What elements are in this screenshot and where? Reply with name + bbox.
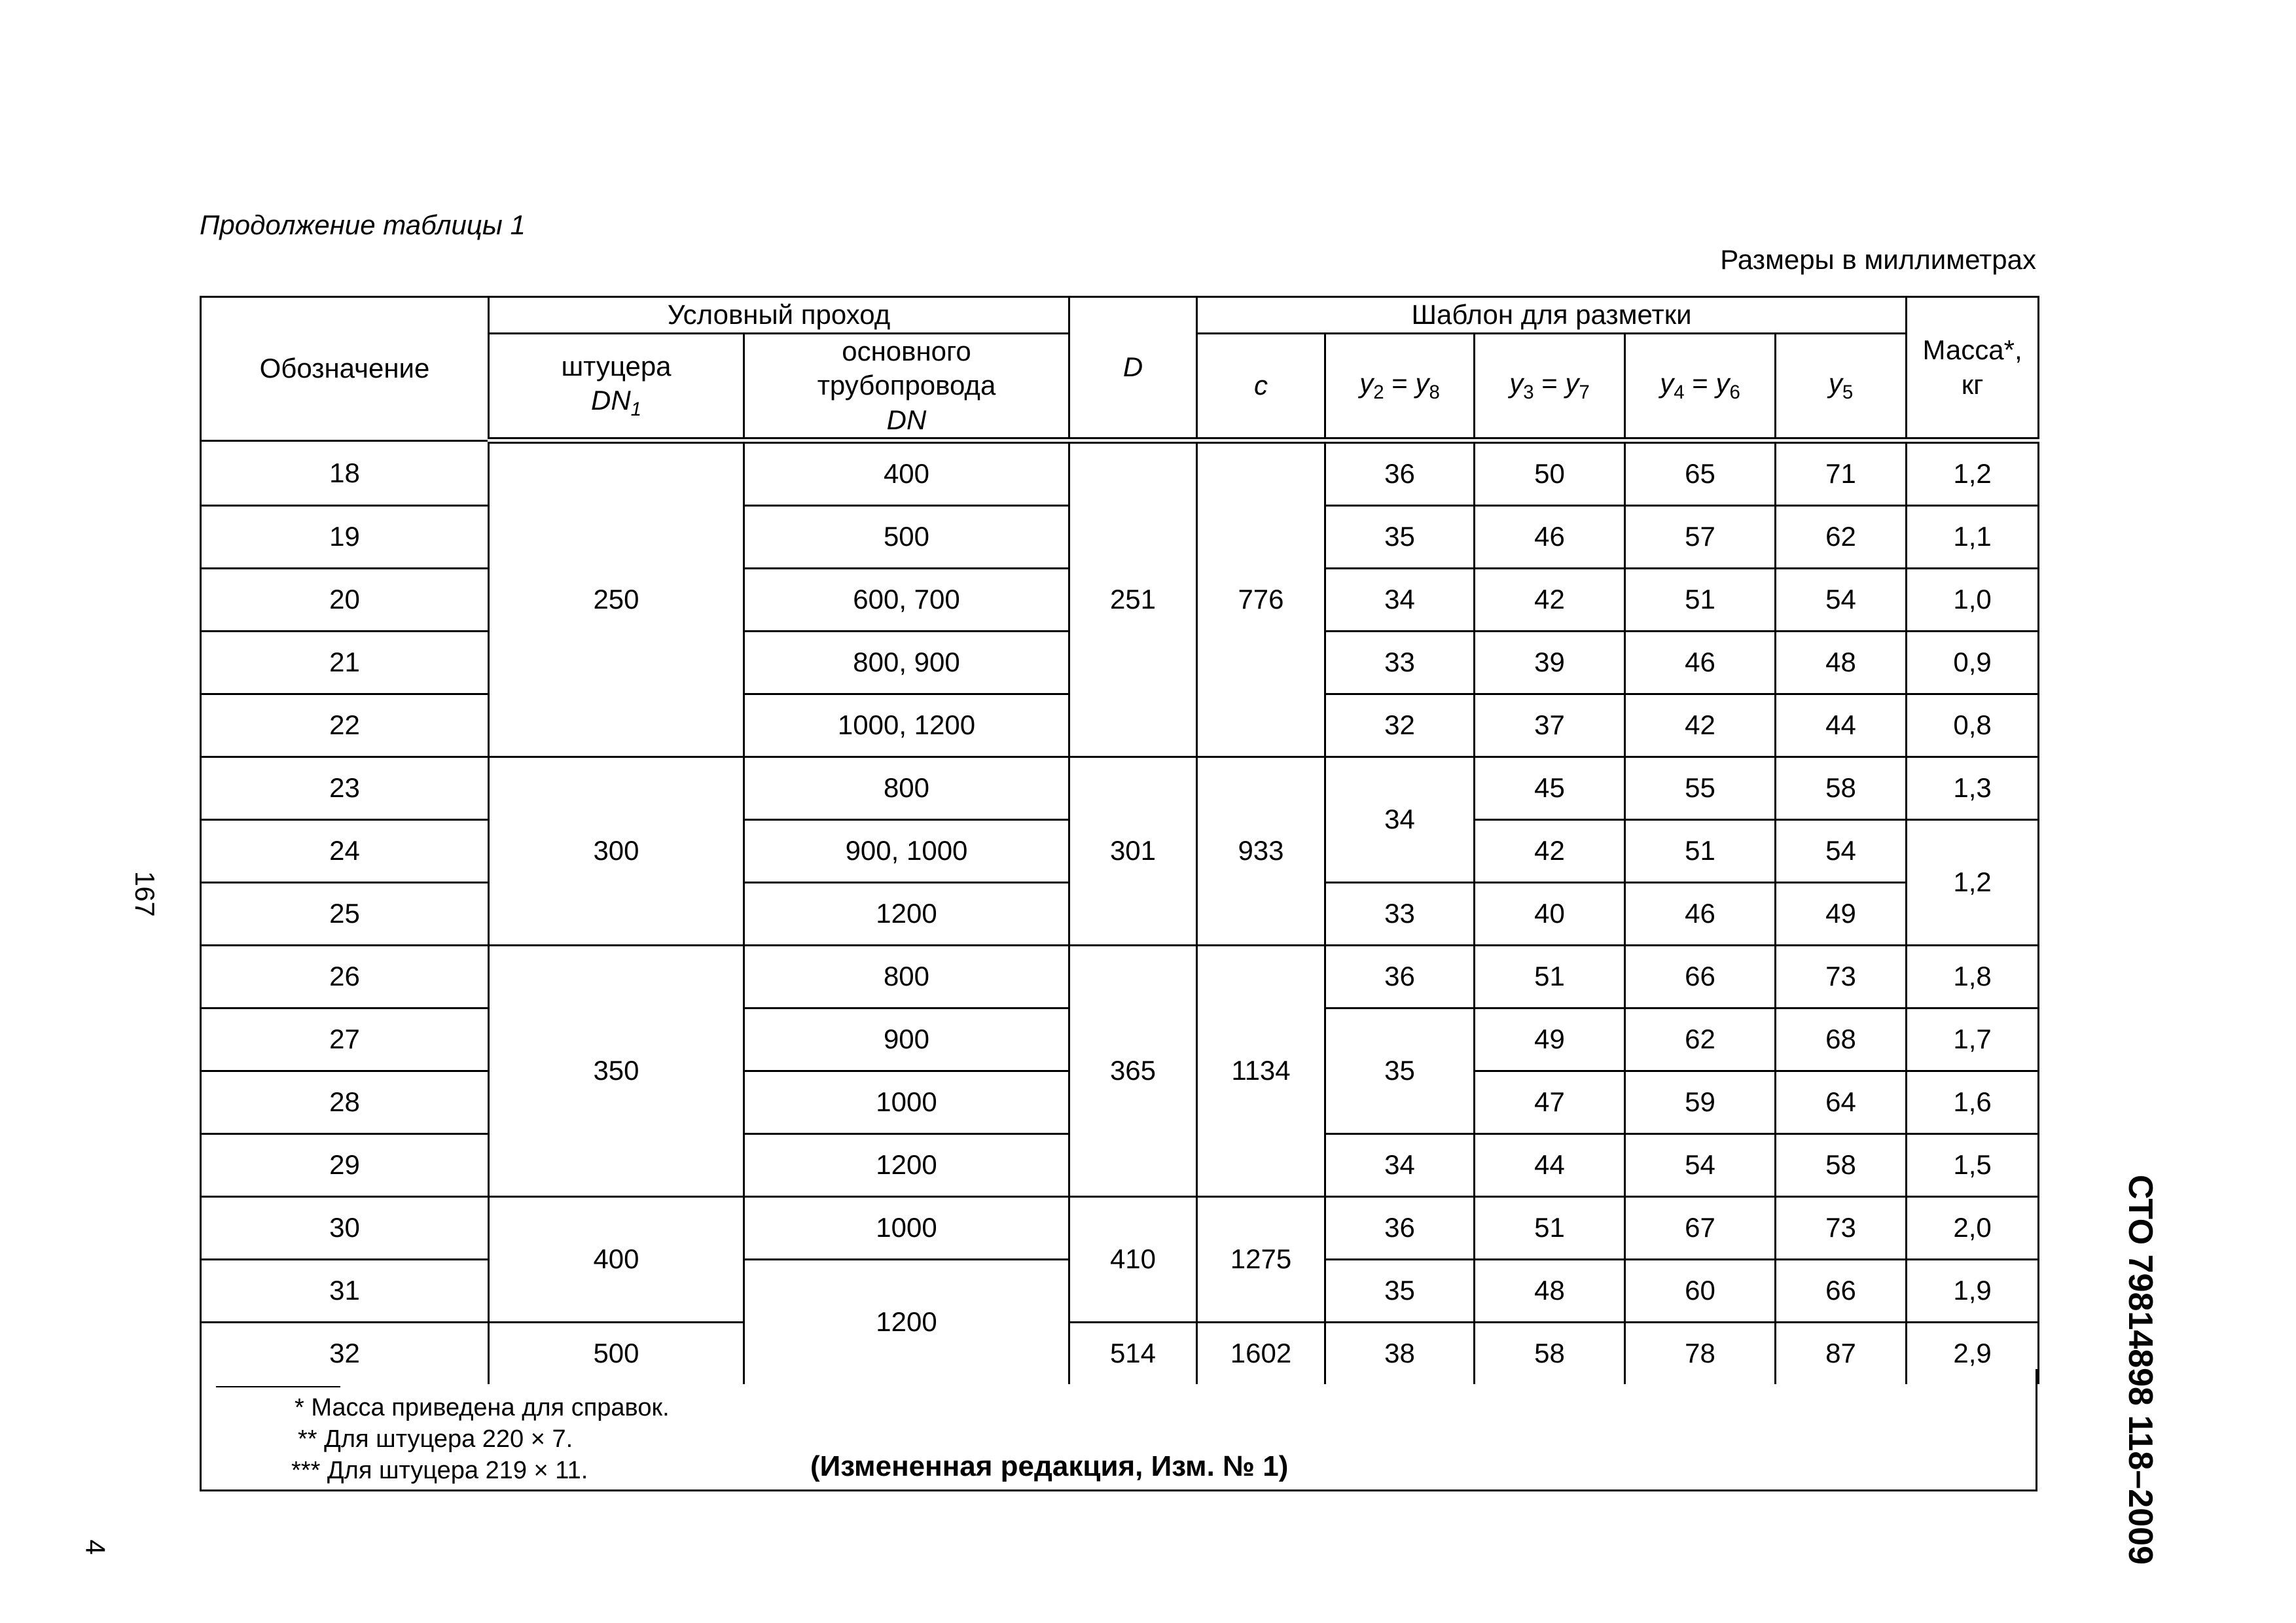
cell-y5: 66: [1776, 1260, 1907, 1323]
header-mass: Масса*, кг: [1907, 297, 2039, 441]
cell-y5: 64: [1776, 1071, 1907, 1134]
cell-y3: 50: [1475, 440, 1625, 506]
header-y5: $y_5$: [1776, 333, 1907, 440]
cell-y3: 51: [1475, 1197, 1625, 1260]
cell-y3: 46: [1475, 506, 1625, 569]
header-fitting: штуцера $DN_1$: [489, 333, 744, 440]
cell-dn: 1000, 1200: [744, 694, 1069, 757]
cell-mass: 1,2: [1907, 820, 2039, 946]
cell-D: 410: [1069, 1197, 1197, 1323]
cell-y3: 49: [1475, 1008, 1625, 1071]
cell-designation: 32: [201, 1323, 489, 1385]
bottom-page-number: 4: [80, 1539, 111, 1555]
cell-y2: 35: [1325, 506, 1475, 569]
header-D: D: [1069, 297, 1197, 441]
cell-y5: 62: [1776, 506, 1907, 569]
cell-y4: 42: [1625, 694, 1776, 757]
table-row: [201, 757, 2039, 820]
dimensions-table: [200, 296, 2039, 1384]
header-y3-y7: $y_3 = y_7$: [1475, 333, 1625, 440]
cell-y3: 42: [1475, 569, 1625, 632]
cell-c: 1602: [1197, 1323, 1325, 1385]
cell-y3: 42: [1475, 820, 1625, 883]
cell-dn: 600, 700: [744, 569, 1069, 632]
cell-mass: 0,9: [1907, 632, 2039, 694]
cell-y5: 54: [1776, 820, 1907, 883]
cell-dn1: 350: [489, 946, 744, 1197]
cell-dn1: 250: [489, 440, 744, 757]
cell-dn1: 300: [489, 757, 744, 946]
cell-mass: 2,9: [1907, 1323, 2039, 1385]
cell-y4: 78: [1625, 1323, 1776, 1385]
cell-mass: 1,1: [1907, 506, 2039, 569]
cell-D: 365: [1069, 946, 1197, 1197]
footnotes-box: [200, 1369, 2037, 1491]
cell-mass: 0,8: [1907, 694, 2039, 757]
cell-y4: 54: [1625, 1134, 1776, 1197]
cell-y2: 33: [1325, 632, 1475, 694]
cell-y2: 35: [1325, 1260, 1475, 1323]
cell-y5: 58: [1776, 1134, 1907, 1197]
cell-y3: 40: [1475, 883, 1625, 946]
cell-y4: 59: [1625, 1071, 1776, 1134]
cell-y2: 36: [1325, 440, 1475, 506]
footnote-rule: [216, 1386, 340, 1387]
cell-y5: 48: [1776, 632, 1907, 694]
header-c: c: [1197, 333, 1325, 440]
cell-designation: 22: [201, 694, 489, 757]
cell-c: 1134: [1197, 946, 1325, 1197]
cell-designation: 24: [201, 820, 489, 883]
cell-y2: 32: [1325, 694, 1475, 757]
cell-dn: 1000: [744, 1071, 1069, 1134]
cell-y3: 48: [1475, 1260, 1625, 1323]
cell-y5: 71: [1776, 440, 1907, 506]
cell-c: 776: [1197, 440, 1325, 757]
header-pipeline: основного трубопровода DN: [744, 333, 1069, 440]
cell-y4: 46: [1625, 883, 1776, 946]
cell-D: 301: [1069, 757, 1197, 946]
cell-dn: 1200: [744, 1260, 1069, 1385]
cell-dn: 1000: [744, 1197, 1069, 1260]
cell-y5: 73: [1776, 1197, 1907, 1260]
cell-y3: 39: [1475, 632, 1625, 694]
cell-y5: 49: [1776, 883, 1907, 946]
cell-dn: 400: [744, 440, 1069, 506]
cell-y2: 34: [1325, 757, 1475, 883]
cell-mass: 1,2: [1907, 440, 2039, 506]
cell-dn1: 400: [489, 1197, 744, 1323]
cell-dn: 800, 900: [744, 632, 1069, 694]
cell-dn1: 500: [489, 1323, 744, 1385]
cell-dn: 1200: [744, 883, 1069, 946]
header-designation: Обозначение: [201, 297, 489, 441]
cell-c: 1275: [1197, 1197, 1325, 1323]
cell-mass: 1,6: [1907, 1071, 2039, 1134]
cell-mass: 1,0: [1907, 569, 2039, 632]
cell-y4: 57: [1625, 506, 1776, 569]
cell-y4: 65: [1625, 440, 1776, 506]
cell-designation: 31: [201, 1260, 489, 1323]
header-nominal-bore: Условный проход: [489, 297, 1069, 334]
side-page-number: 167: [130, 870, 161, 918]
cell-designation: 28: [201, 1071, 489, 1134]
cell-designation: 18: [201, 440, 489, 506]
cell-mass: 1,7: [1907, 1008, 2039, 1071]
cell-y5: 73: [1776, 946, 1907, 1008]
cell-y3: 47: [1475, 1071, 1625, 1134]
cell-mass: 1,8: [1907, 946, 2039, 1008]
cell-y5: 58: [1776, 757, 1907, 820]
cell-y5: 68: [1776, 1008, 1907, 1071]
cell-designation: 21: [201, 632, 489, 694]
cell-y4: 60: [1625, 1260, 1776, 1323]
cell-y2: 36: [1325, 1197, 1475, 1260]
cell-mass: 1,3: [1907, 757, 2039, 820]
cell-y3: 51: [1475, 946, 1625, 1008]
units-note: Размеры в миллиметрах: [1720, 244, 2036, 275]
table-row: [201, 440, 2039, 506]
cell-designation: 30: [201, 1197, 489, 1260]
cell-y2: 33: [1325, 883, 1475, 946]
cell-y2: 36: [1325, 946, 1475, 1008]
cell-designation: 25: [201, 883, 489, 946]
cell-y5: 87: [1776, 1323, 1907, 1385]
cell-designation: 23: [201, 757, 489, 820]
cell-y4: 51: [1625, 569, 1776, 632]
header-y4-y6: $y_4 = y_6$: [1625, 333, 1776, 440]
table-row: [201, 1197, 2039, 1260]
cell-y4: 66: [1625, 946, 1776, 1008]
cell-dn: 500: [744, 506, 1069, 569]
cell-y2: 35: [1325, 1008, 1475, 1134]
cell-designation: 26: [201, 946, 489, 1008]
cell-D: 514: [1069, 1323, 1197, 1385]
footnote-fitting-219: *** Для штуцера 219 × 11.: [291, 1457, 588, 1484]
cell-dn: 800: [744, 946, 1069, 1008]
cell-y4: 55: [1625, 757, 1776, 820]
cell-c: 933: [1197, 757, 1325, 946]
cell-y2: 34: [1325, 1134, 1475, 1197]
cell-y4: 67: [1625, 1197, 1776, 1260]
footnote-mass: * Масса приведена для справок.: [295, 1394, 670, 1421]
amendment-note: (Измененная редакция, Изм. № 1): [810, 1450, 1289, 1482]
cell-designation: 20: [201, 569, 489, 632]
cell-designation: 29: [201, 1134, 489, 1197]
cell-y2: 34: [1325, 569, 1475, 632]
cell-y5: 44: [1776, 694, 1907, 757]
cell-y4: 46: [1625, 632, 1776, 694]
cell-mass: 1,5: [1907, 1134, 2039, 1197]
cell-D: 251: [1069, 440, 1197, 757]
table-caption: Продолжение таблицы 1: [200, 209, 526, 240]
cell-y4: 62: [1625, 1008, 1776, 1071]
header-template: Шаблон для разметки: [1197, 297, 1907, 334]
cell-y4: 51: [1625, 820, 1776, 883]
cell-y2: 38: [1325, 1323, 1475, 1385]
cell-dn: 900: [744, 1008, 1069, 1071]
cell-mass: 1,9: [1907, 1260, 2039, 1323]
table-row: [201, 946, 2039, 1008]
header-y2-y8: $y_2 = y_8$: [1325, 333, 1475, 440]
cell-dn: 900, 1000: [744, 820, 1069, 883]
cell-y5: 54: [1776, 569, 1907, 632]
cell-dn: 1200: [744, 1134, 1069, 1197]
cell-designation: 27: [201, 1008, 489, 1071]
footnote-fitting-220: ** Для штуцера 220 × 7.: [298, 1425, 573, 1453]
cell-mass: 2,0: [1907, 1197, 2039, 1260]
cell-y3: 44: [1475, 1134, 1625, 1197]
cell-dn: 800: [744, 757, 1069, 820]
standard-code: СТО 79814898 118–2009: [2121, 1175, 2159, 1565]
cell-y3: 58: [1475, 1323, 1625, 1385]
cell-designation: 19: [201, 506, 489, 569]
cell-y3: 45: [1475, 757, 1625, 820]
cell-y3: 37: [1475, 694, 1625, 757]
